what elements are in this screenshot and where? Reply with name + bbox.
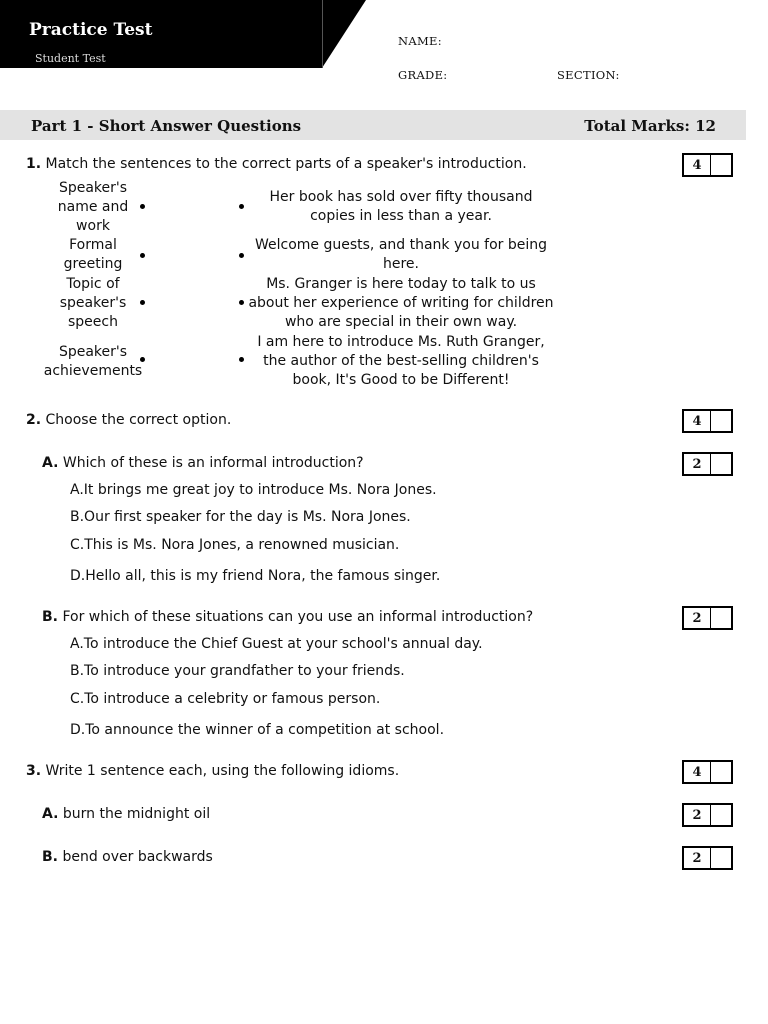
name-label: NAME:: [398, 34, 442, 48]
option-item[interactable]: A.To introduce the Chief Guest at your school's annual day.: [70, 636, 483, 652]
match-right-dot[interactable]: [239, 357, 244, 362]
match-left-dot[interactable]: [140, 253, 145, 258]
header-divider: [322, 0, 323, 68]
match-left-item: Speaker's achievements: [43, 344, 143, 379]
grade-label: GRADE:: [398, 68, 448, 82]
option-item[interactable]: D.Hello all, this is my friend Nora, the famous singer.: [70, 568, 441, 584]
match-left-dot[interactable]: [140, 300, 145, 305]
option-item[interactable]: C.This is Ms. Nora Jones, a renowned musician.: [70, 537, 400, 553]
marks-value: 4: [684, 155, 711, 175]
match-left-item: Speaker's name and work: [57, 180, 129, 234]
marks-value: 4: [684, 762, 711, 782]
marks-box-q2[interactable]: [682, 409, 733, 433]
question-3b: [42, 848, 213, 866]
question-text: Choose the correct option.: [45, 412, 232, 428]
marks-box-q1[interactable]: [682, 153, 733, 177]
match-left-item: Topic of speaker's speech: [59, 276, 127, 330]
question-text: Match the sentences to the correct parts of a speaker's introduction.: [45, 156, 527, 172]
question-number: 3.: [26, 763, 42, 779]
test-subtitle: Student Test: [35, 52, 106, 65]
match-right-dot[interactable]: [239, 204, 244, 209]
match-right-item: I am here to introduce Ms. Ruth Granger, the author of the best-selling children's book, It's Good to be Different!: [257, 334, 545, 388]
question-2a: [42, 454, 364, 472]
question-text: Write 1 sentence each, using the following idioms.: [45, 763, 400, 779]
match-right-dot[interactable]: [239, 300, 244, 305]
marks-box-q3b[interactable]: [682, 846, 733, 870]
match-left-dot[interactable]: [140, 357, 145, 362]
total-marks: Total Marks: 12: [584, 117, 716, 135]
marks-value: 2: [684, 454, 711, 474]
marks-box-q2a[interactable]: [682, 452, 733, 476]
section-label: SECTION:: [557, 68, 620, 82]
marks-box-q2b[interactable]: [682, 606, 733, 630]
subquestion-label: B.: [42, 609, 58, 625]
match-right-item: Welcome guests, and thank you for being here.: [254, 237, 548, 272]
subquestion-label: B.: [42, 849, 58, 865]
match-left-dot[interactable]: [140, 204, 145, 209]
question-number: 1.: [26, 156, 42, 172]
match-right-item: Ms. Granger is here today to talk to us about her experience of writing for children who are special in their own way.: [248, 276, 554, 330]
question-2b: [42, 608, 533, 626]
marks-value: 2: [684, 805, 711, 825]
subquestion-text: burn the midnight oil: [62, 806, 211, 822]
marks-box-q3[interactable]: [682, 760, 733, 784]
subquestion-text: For which of these situations can you use an informal introduction?: [62, 609, 534, 625]
marks-box-q3a[interactable]: [682, 803, 733, 827]
subquestion-text: Which of these is an informal introduction?: [62, 455, 364, 471]
option-item[interactable]: A.It brings me great joy to introduce Ms. Nora Jones.: [70, 482, 437, 498]
part-title: Part 1 - Short Answer Questions: [31, 117, 302, 135]
part-header: [0, 110, 746, 140]
option-item[interactable]: D.To announce the winner of a competition at school.: [70, 722, 445, 738]
question-3: [26, 762, 399, 780]
subquestion-label: A.: [42, 455, 59, 471]
marks-value: 2: [684, 848, 711, 868]
question-1: [26, 155, 527, 173]
test-title: Practice Test: [29, 20, 153, 40]
subquestion-label: A.: [42, 806, 59, 822]
option-item[interactable]: B.Our first speaker for the day is Ms. Nora Jones.: [70, 509, 411, 525]
match-left-item: Formal greeting: [63, 237, 123, 272]
option-item[interactable]: B.To introduce your grandfather to your friends.: [70, 663, 405, 679]
match-right-dot[interactable]: [239, 253, 244, 258]
option-item[interactable]: C.To introduce a celebrity or famous person.: [70, 691, 381, 707]
marks-value: 2: [684, 608, 711, 628]
question-number: 2.: [26, 412, 42, 428]
question-3a: [42, 805, 210, 823]
question-2: [26, 411, 231, 429]
marks-value: 4: [684, 411, 711, 431]
match-right-item: Her book has sold over fifty thousand copies in less than a year.: [269, 189, 533, 224]
subquestion-text: bend over backwards: [62, 849, 213, 865]
